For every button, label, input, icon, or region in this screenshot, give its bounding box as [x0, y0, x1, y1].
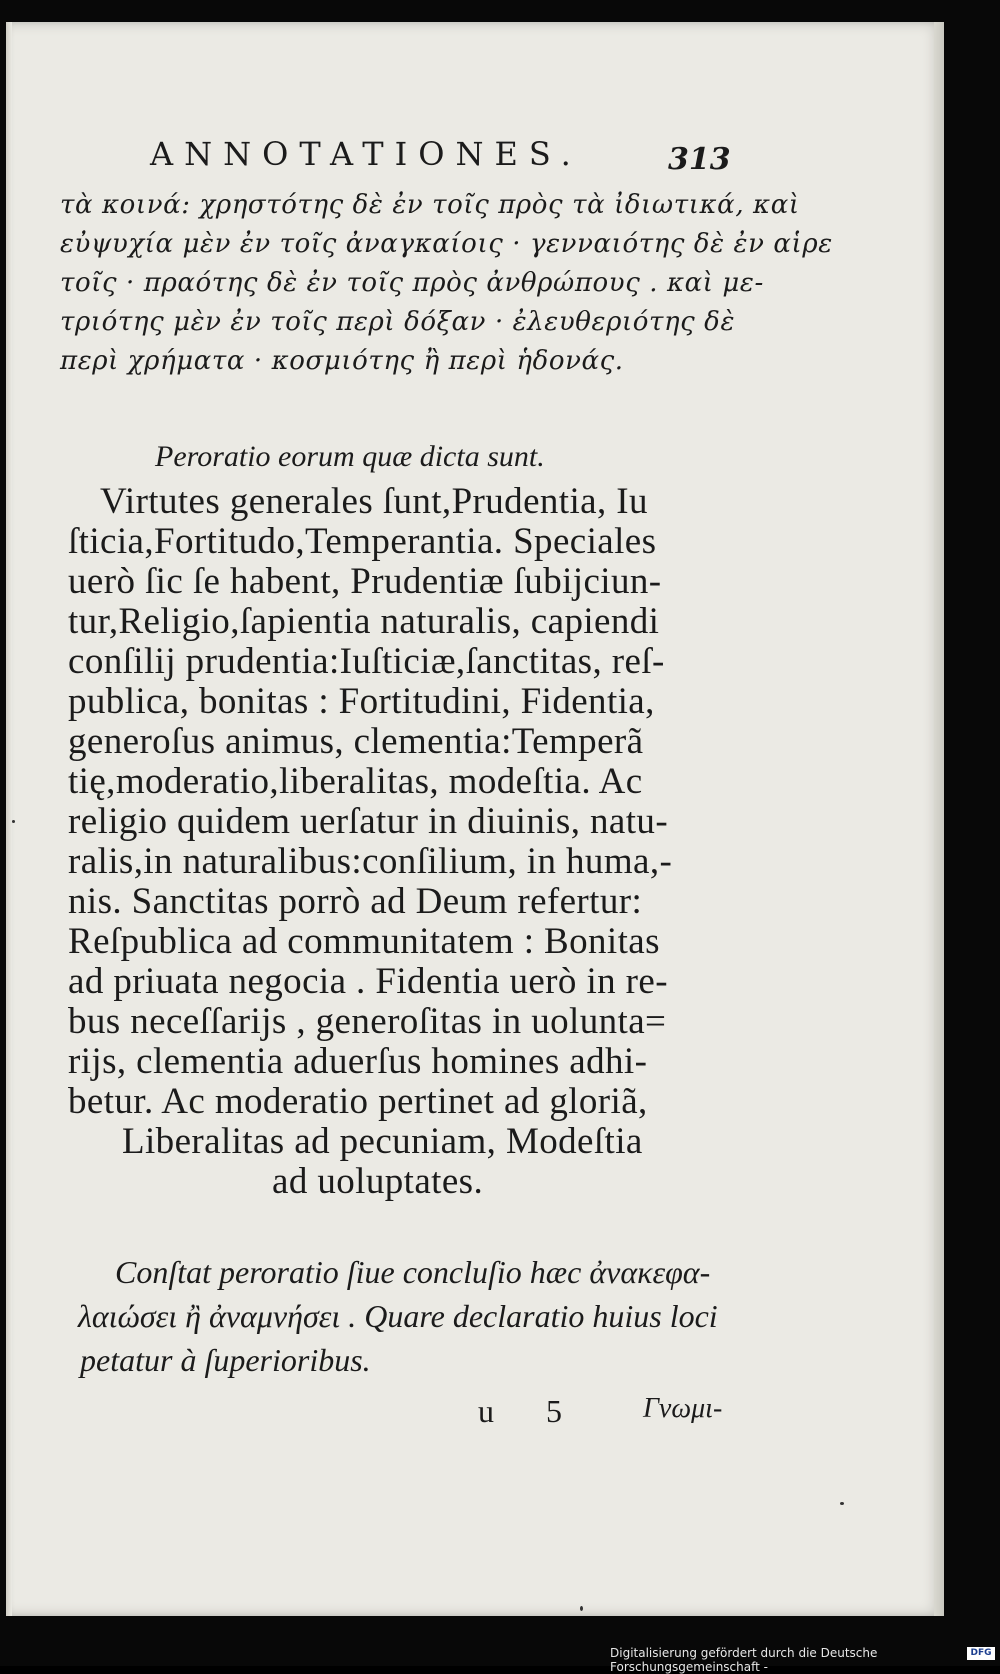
greek-line: τοῖς · πραότης δὲ ἐν τοῖς πρὸς ἀνθρώπους . καὶ με-: [60, 268, 764, 298]
ink-speck: [12, 820, 15, 823]
digitization-credit: Digitalisierung gefördert durch die Deutsche Forschungsgemeinschaft -: [610, 1646, 878, 1674]
conclusion-line: petatur à ſuperioribus.: [80, 1342, 371, 1378]
body-line: ralis,in naturalibus:conſilium, in huma,-: [68, 841, 673, 882]
ink-speck: [580, 1606, 583, 1611]
greek-line: περὶ χρήματα · κοσμιότης ἢ περὶ ἡδονάς.: [60, 346, 624, 376]
body-line: Virtutes generales ſunt,Prudentia, Iu: [100, 481, 648, 522]
section-heading: Peroratio eorum quæ dicta sunt.: [155, 440, 545, 473]
body-line: tię,moderatio,liberalitas, modeſtia. Ac: [68, 761, 643, 802]
greek-line: τριότης μὲν ἐν τοῖς περὶ δόξαν · ἐλευθεριότης δὲ: [60, 307, 735, 337]
body-line: Liberalitas ad pecuniam, Modeſtia: [122, 1121, 643, 1162]
greek-line: εὐψυχία μὲν ἐν τοῖς ἀναγκαίοις · γενναιότης δὲ ἐν αἱρε: [60, 229, 833, 259]
body-line: betur. Ac moderatio pertinet ad gloriã,: [68, 1081, 648, 1122]
page-gutter-shadow: [6, 22, 12, 1616]
page-edge: [934, 22, 944, 1616]
page-number: 313: [668, 142, 731, 177]
body-line: tur,Religio,ſapientia naturalis, capiendi: [68, 601, 660, 642]
signature-mark: u 5: [478, 1393, 584, 1429]
dfg-logo: DFG: [967, 1647, 995, 1660]
body-line: nis. Sanctitas porrò ad Deum refertur:: [68, 881, 643, 922]
ink-speck: [840, 1502, 844, 1505]
catchword: Γνωμι-: [643, 1393, 723, 1424]
conclusion-line: Conſtat peroratio ſiue concluſio hæc ἀνακεφα-: [115, 1254, 711, 1290]
body-line: uerò ſic ſe habent, Prudentiæ ſubijciun-: [68, 561, 662, 602]
body-line: conſilij prudentia:Iuſticiæ,ſanctitas, reſ-: [68, 641, 665, 682]
body-line: ſticia,Fortitudo,Temperantia. Speciales: [68, 521, 657, 562]
body-line: Reſpublica ad communitatem : Bonitas: [68, 921, 660, 962]
conclusion-line: λαιώσει ἢ ἀναμνήσει . Quare declaratio huius loci: [78, 1298, 718, 1334]
body-line: publica, bonitas : Fortitudini, Fidentia,: [68, 681, 655, 722]
greek-line: τὰ κοινά: χρηστότης δὲ ἐν τοῖς πρὸς τὰ ἰδιωτικά, καὶ: [60, 190, 800, 220]
body-line: rijs, clementia aduerſus homines adhi-: [68, 1041, 648, 1082]
running-head: ANNOTATIONES.: [150, 135, 582, 173]
body-line: ad priuata negocia . Fidentia uerò in re-: [68, 961, 668, 1002]
body-line: bus neceſſarijs , generoſitas in uolunta=: [68, 1001, 667, 1042]
body-line: ad uoluptates.: [272, 1161, 484, 1202]
body-line: generoſus animus, clementia:Temperã: [68, 721, 644, 762]
body-line: religio quidem uerſatur in diuinis, natu-: [68, 801, 669, 842]
